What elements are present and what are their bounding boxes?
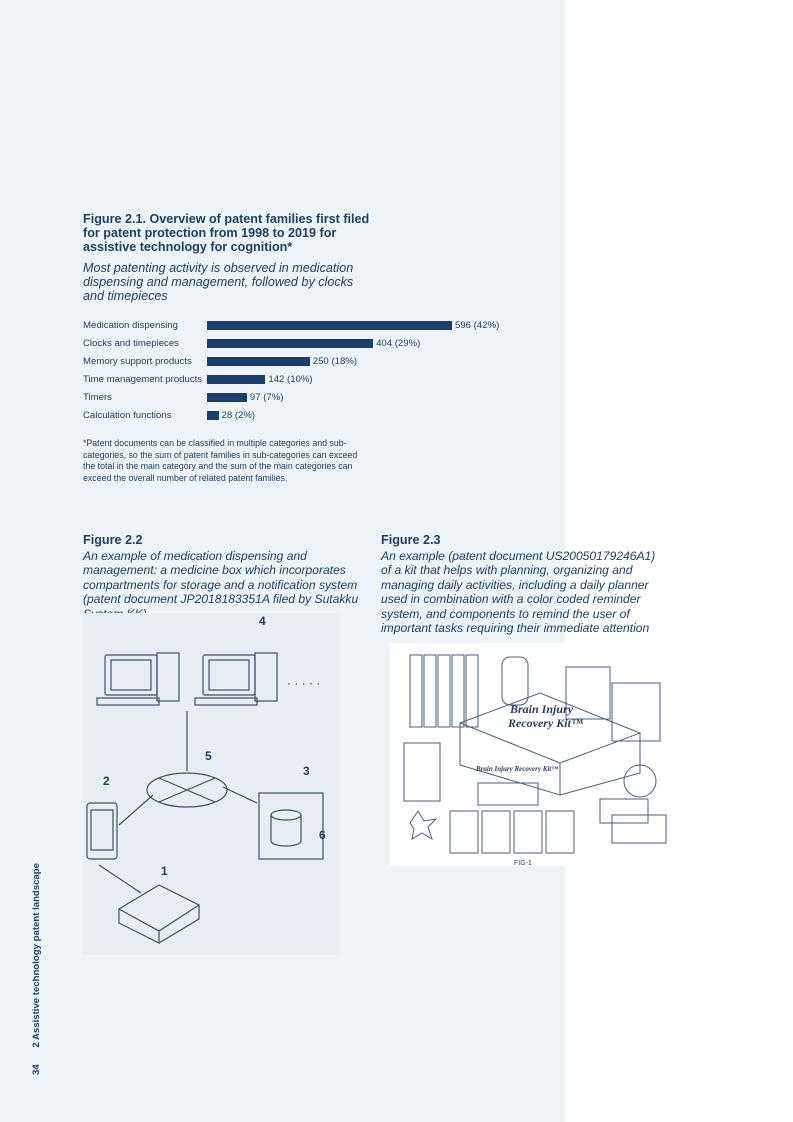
kit-title-line-2: Recovery Kit™ [508, 716, 583, 730]
pager-icon [502, 657, 528, 705]
bar-category-label: Memory support products [83, 356, 192, 367]
fig-1-label: FIG-1 [514, 860, 532, 866]
bar-category-label: Time management products [83, 374, 203, 385]
bar-category-label: Medication dispensing [83, 320, 178, 331]
bar [207, 339, 373, 348]
star-icon [410, 811, 436, 839]
device-icon [478, 783, 538, 805]
binder-icon [410, 655, 422, 727]
bar-category-label: Calculation functions [83, 410, 172, 421]
figure-2-3-title: Figure 2.3 [381, 533, 441, 547]
page-sidebar [31, 863, 42, 1075]
computer-monitor-icon [203, 655, 255, 695]
figure-2-1-subtitle: Most patenting activity is observed in medication dispensing and management, followed by clocks and timepieces [83, 261, 354, 303]
bar [207, 375, 265, 384]
kit-title-line-1: Brain Injury [510, 702, 574, 716]
envelope-icon [600, 799, 648, 823]
bar-value-label: 97 (7%) [249, 392, 284, 403]
figure-2-3-caption: An example (patent document US20050179246A1) of a kit that helps with planning, organizing and managing daily activities, including a daily planner used in combination with a color coded reminder system, and components to remind the user of important tasks requiring their immediate attention [381, 549, 656, 636]
label-6: 6 [319, 828, 326, 842]
bar-value-label: 142 (10%) [268, 374, 313, 385]
bar-category-label: Timers [83, 392, 112, 403]
bar-value-label: 28 (2%) [221, 410, 256, 421]
figure-2-3-illustration [390, 643, 678, 866]
handbook-icon [404, 743, 440, 801]
more-dots: · · · · · [287, 676, 321, 690]
figure-2-2-illustration [83, 613, 340, 955]
section-title: 2 Assistive technology patent landscape [31, 863, 42, 1048]
figure-2-1-title: Figure 2.1. Overview of patent families first filed for patent protection from 1998 to 2019 for assistive technology for cognition* [83, 212, 370, 254]
figure-2-2-caption: An example of medication dispensing and management: a medicine box which incorporates compartments for storage and a notification system (patent document JP2018183351A filed by Sutakku [83, 549, 359, 607]
label-2: 2 [103, 774, 110, 788]
label-3: 3 [303, 764, 310, 778]
bar [207, 411, 219, 420]
label-5: 5 [205, 749, 212, 763]
page-number: 34 [31, 1064, 42, 1075]
kit-side-label: Brain Injury Recovery Kit™ [476, 765, 559, 773]
label-4: 4 [259, 614, 266, 628]
label-1: 1 [161, 864, 168, 878]
computer-monitor-icon [105, 655, 157, 695]
figure-2-1-footnote: *Patent documents can be classified in multiple categories and sub-categories, so the sum of patent families in sub-categories can exceed the total in the main category and the sum of the main categories can exceed the overall number of related patent families. [83, 438, 358, 483]
server-box-icon [259, 793, 323, 859]
bar-value-label: 404 (29%) [376, 338, 421, 349]
bar-category-label: Clocks and timepieces [83, 338, 179, 349]
bar-value-label: 250 (18%) [312, 356, 358, 367]
figure-2-2-title: Figure 2.2 [83, 533, 143, 547]
bar [207, 321, 452, 330]
bar [207, 357, 310, 366]
bar-value-label: 596 (42%) [455, 320, 500, 331]
bar [207, 393, 247, 402]
medicine-box-icon [119, 885, 199, 931]
